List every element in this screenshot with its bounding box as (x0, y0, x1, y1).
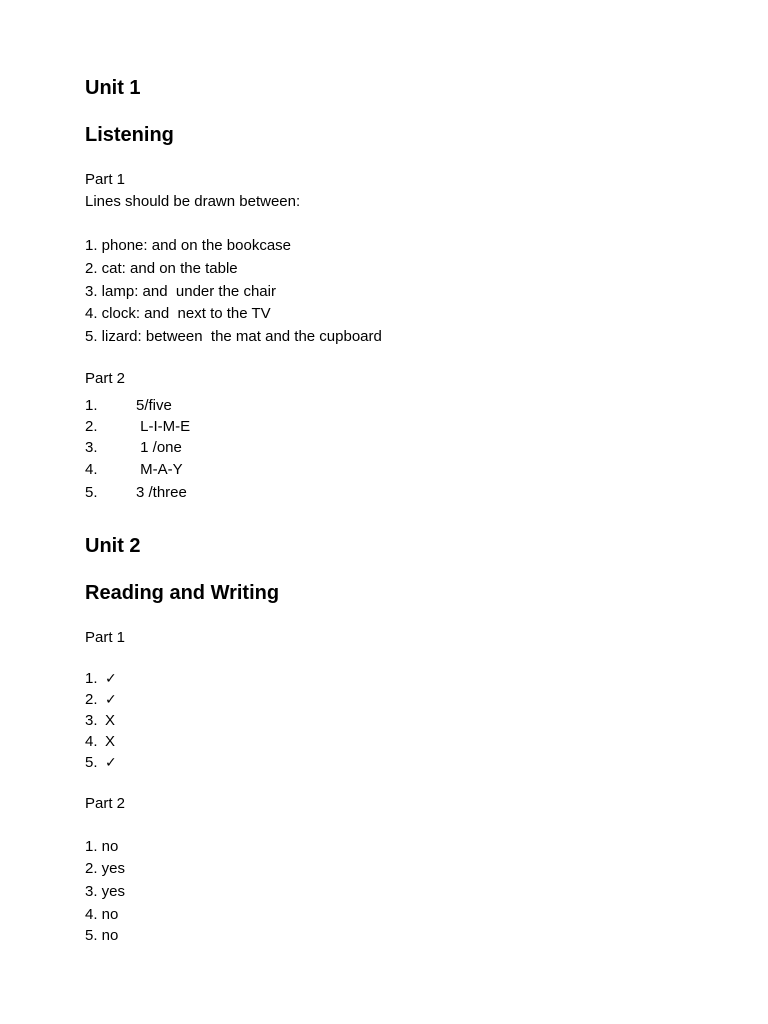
item-number: 1. (85, 670, 98, 687)
list-item (85, 398, 172, 413)
list-item (85, 713, 115, 728)
list-item: 1. phone: and on the bookcase (85, 237, 292, 254)
item-answer: L-I-M-E (136, 418, 191, 435)
listening-part-1-intro: Lines should be drawn between: (85, 193, 301, 210)
checkmark-icon: ✓ (105, 755, 117, 771)
item-answer: 3 /three (136, 484, 187, 501)
list-item (85, 485, 187, 500)
list-item (85, 755, 117, 770)
reading-part-2-label: Part 2 (85, 795, 126, 812)
list-item: 1. no (85, 838, 119, 855)
item-number: 5. (85, 754, 98, 771)
list-item (85, 692, 117, 707)
list-item (85, 419, 190, 434)
list-item: 4. clock: and next to the TV (85, 305, 271, 322)
item-number: 3. (85, 712, 98, 729)
reading-part-1-label: Part 1 (85, 629, 126, 646)
list-item (85, 671, 117, 686)
checkmark-icon: ✓ (105, 671, 117, 687)
listening-part-1-label: Part 1 (85, 171, 126, 188)
list-item: 5. no (85, 927, 119, 944)
item-number: 1. (85, 397, 98, 414)
reading-writing-heading: Reading and Writing (85, 582, 280, 604)
item-number: 4. (85, 733, 98, 750)
item-number: 2. (85, 691, 98, 708)
list-item: 2. yes (85, 860, 126, 877)
cross-mark: X (105, 733, 116, 750)
unit-1-heading: Unit 1 (85, 77, 141, 99)
item-number: 4. (85, 461, 98, 478)
listening-heading: Listening (85, 124, 174, 146)
list-item: 3. lamp: and under the chair (85, 283, 276, 300)
item-number: 3. (85, 439, 98, 456)
item-answer: M-A-Y (136, 461, 183, 478)
list-item: 5. lizard: between the mat and the cupboard (85, 328, 382, 345)
checkmark-icon: ✓ (105, 692, 117, 708)
list-item (85, 734, 115, 749)
item-number: 5. (85, 484, 98, 501)
list-item (85, 440, 182, 455)
list-item: 4. no (85, 906, 119, 923)
item-answer: 1 /one (136, 439, 182, 456)
unit-2-heading: Unit 2 (85, 535, 141, 557)
list-item (85, 462, 183, 477)
cross-mark: X (105, 712, 116, 729)
item-number: 2. (85, 418, 98, 435)
list-item: 2. cat: and on the table (85, 260, 238, 277)
list-item: 3. yes (85, 883, 126, 900)
item-answer: 5/five (136, 397, 172, 414)
listening-part-2-label: Part 2 (85, 370, 126, 387)
